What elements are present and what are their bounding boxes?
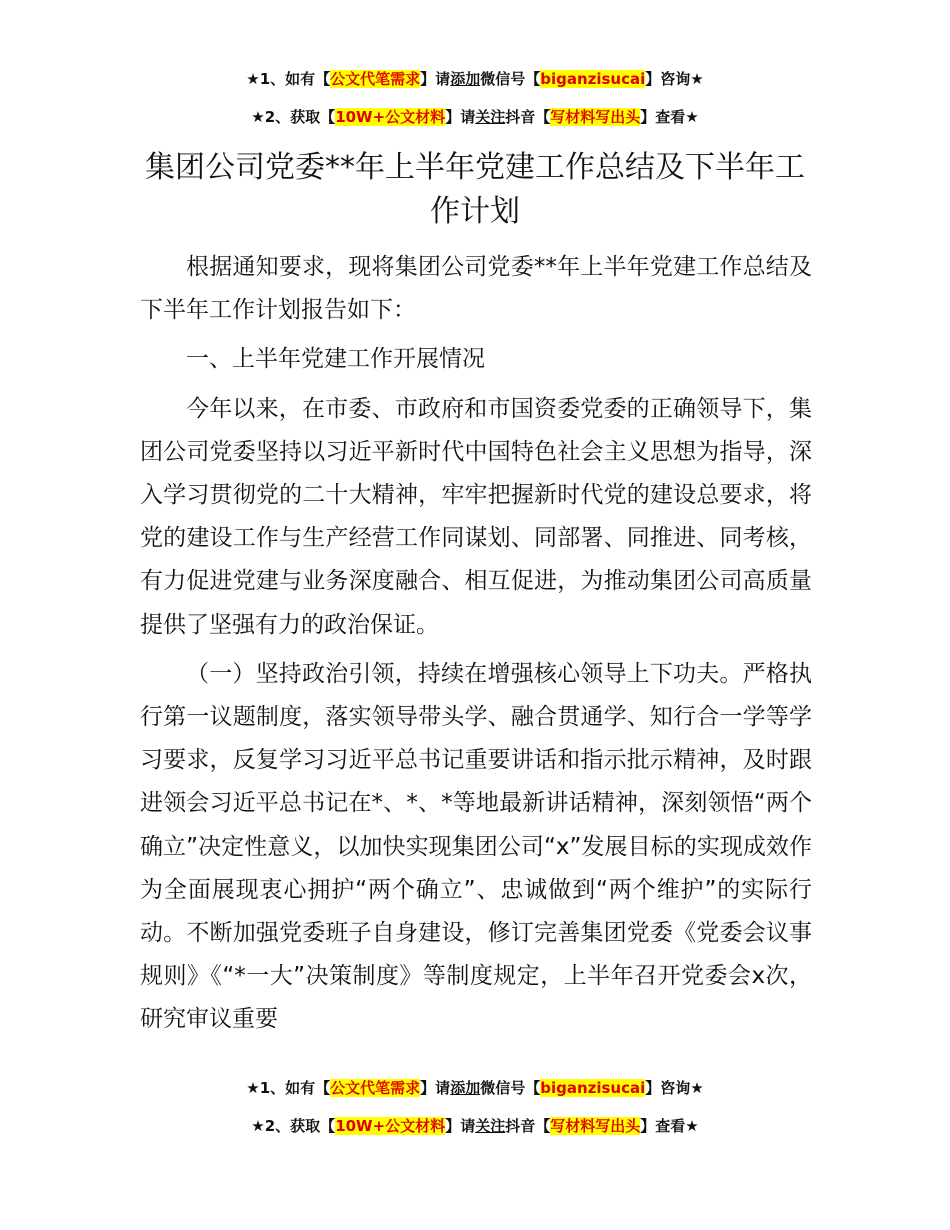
banner-highlight: 10W+公文材料 bbox=[335, 1117, 446, 1135]
banner-text: 抖音【 bbox=[505, 108, 551, 126]
banner-text: ★1、如有【 bbox=[246, 1079, 331, 1097]
banner-text: 】请 bbox=[445, 108, 476, 126]
banner-highlight: 公文代笔需求 bbox=[330, 1079, 421, 1097]
promo-banner-top-line-2 bbox=[0, 106, 950, 128]
banner-underlined-text: 关注 bbox=[475, 1117, 506, 1135]
banner-highlight: biganzisucai bbox=[540, 1079, 646, 1097]
banner-text: 】咨询★ bbox=[645, 70, 704, 88]
banner-text: 】查看★ bbox=[640, 1117, 699, 1135]
banner-text: 】请 bbox=[420, 1079, 451, 1097]
banner-text: 抖音【 bbox=[505, 1117, 551, 1135]
banner-text: 】查看★ bbox=[640, 108, 699, 126]
banner-text: 微信号【 bbox=[480, 1079, 541, 1097]
banner-highlight: 公文代笔需求 bbox=[330, 70, 421, 88]
banner-text: 】请 bbox=[420, 70, 451, 88]
banner-underlined-text: 添加 bbox=[450, 70, 481, 88]
intro-paragraph: 根据通知要求，现将集团公司党委**年上半年党建工作总结及下半年工作计划报告如下： bbox=[140, 254, 812, 324]
banner-underlined-text: 添加 bbox=[450, 1079, 481, 1097]
banner-highlight: biganzisucai bbox=[540, 70, 646, 88]
promo-banner-bottom-line-2 bbox=[0, 1115, 950, 1137]
banner-text: 】请 bbox=[445, 1117, 476, 1135]
banner-highlight: 写材料写出头 bbox=[550, 1117, 641, 1135]
section-heading: 一、上半年党建工作开展情况 bbox=[186, 346, 485, 373]
body-paragraph: 今年以来，在市委、市政府和市国资委党委的正确领导下，集团公司党委坚持以习近平新时代中国特色社会主义思想为指导，深入学习贯彻党的二十大精神，牢牢把握新时代党的建设总要求，将党的建设工作与生产经营工作同谋划、同部署、同推进、同考核，有力促进党建与业务深度融合、相互促进，为推动集团公司高质量提供了坚强有力的政治保证。 bbox=[140, 395, 812, 638]
banner-text: ★1、如有【 bbox=[246, 70, 331, 88]
body-paragraph: （一）坚持政治引领，持续在增强核心领导上下功夫。严格执行第一议题制度，落实领导带头学、融合贯通学、知行合一学等学习要求，反复学习习近平总书记重要讲话和指示批示精神，及时跟进领会习近平总书记在*、*、*等地最新讲话精神，深刻领悟“两个确立”决定性意义，以加快实现集团公司“x”发展目标的实现成效作为全面展现衷心拥护“两个确立”、忠诚做到“两个维护”的实际行动。不断加强党委班子自身建设，修订完善集团党委《党委会议事规则》《“*一大”决策制度》等制度规定，上半年召开党委会x次，研究审议重要 bbox=[140, 660, 812, 1033]
banner-text: 微信号【 bbox=[480, 70, 541, 88]
banner-highlight: 写材料写出头 bbox=[550, 108, 641, 126]
document-title: 集团公司党委**年上半年党建工作总结及下半年工作计划 bbox=[145, 150, 805, 229]
banner-text: 】咨询★ bbox=[645, 1079, 704, 1097]
banner-text: ★2、获取【 bbox=[251, 1117, 336, 1135]
promo-banner-top-line-1 bbox=[0, 68, 950, 90]
banner-text: ★2、获取【 bbox=[251, 108, 336, 126]
promo-banner-bottom-line-1 bbox=[0, 1077, 950, 1099]
banner-underlined-text: 关注 bbox=[475, 108, 506, 126]
document-body bbox=[140, 246, 812, 1048]
banner-highlight: 10W+公文材料 bbox=[335, 108, 446, 126]
